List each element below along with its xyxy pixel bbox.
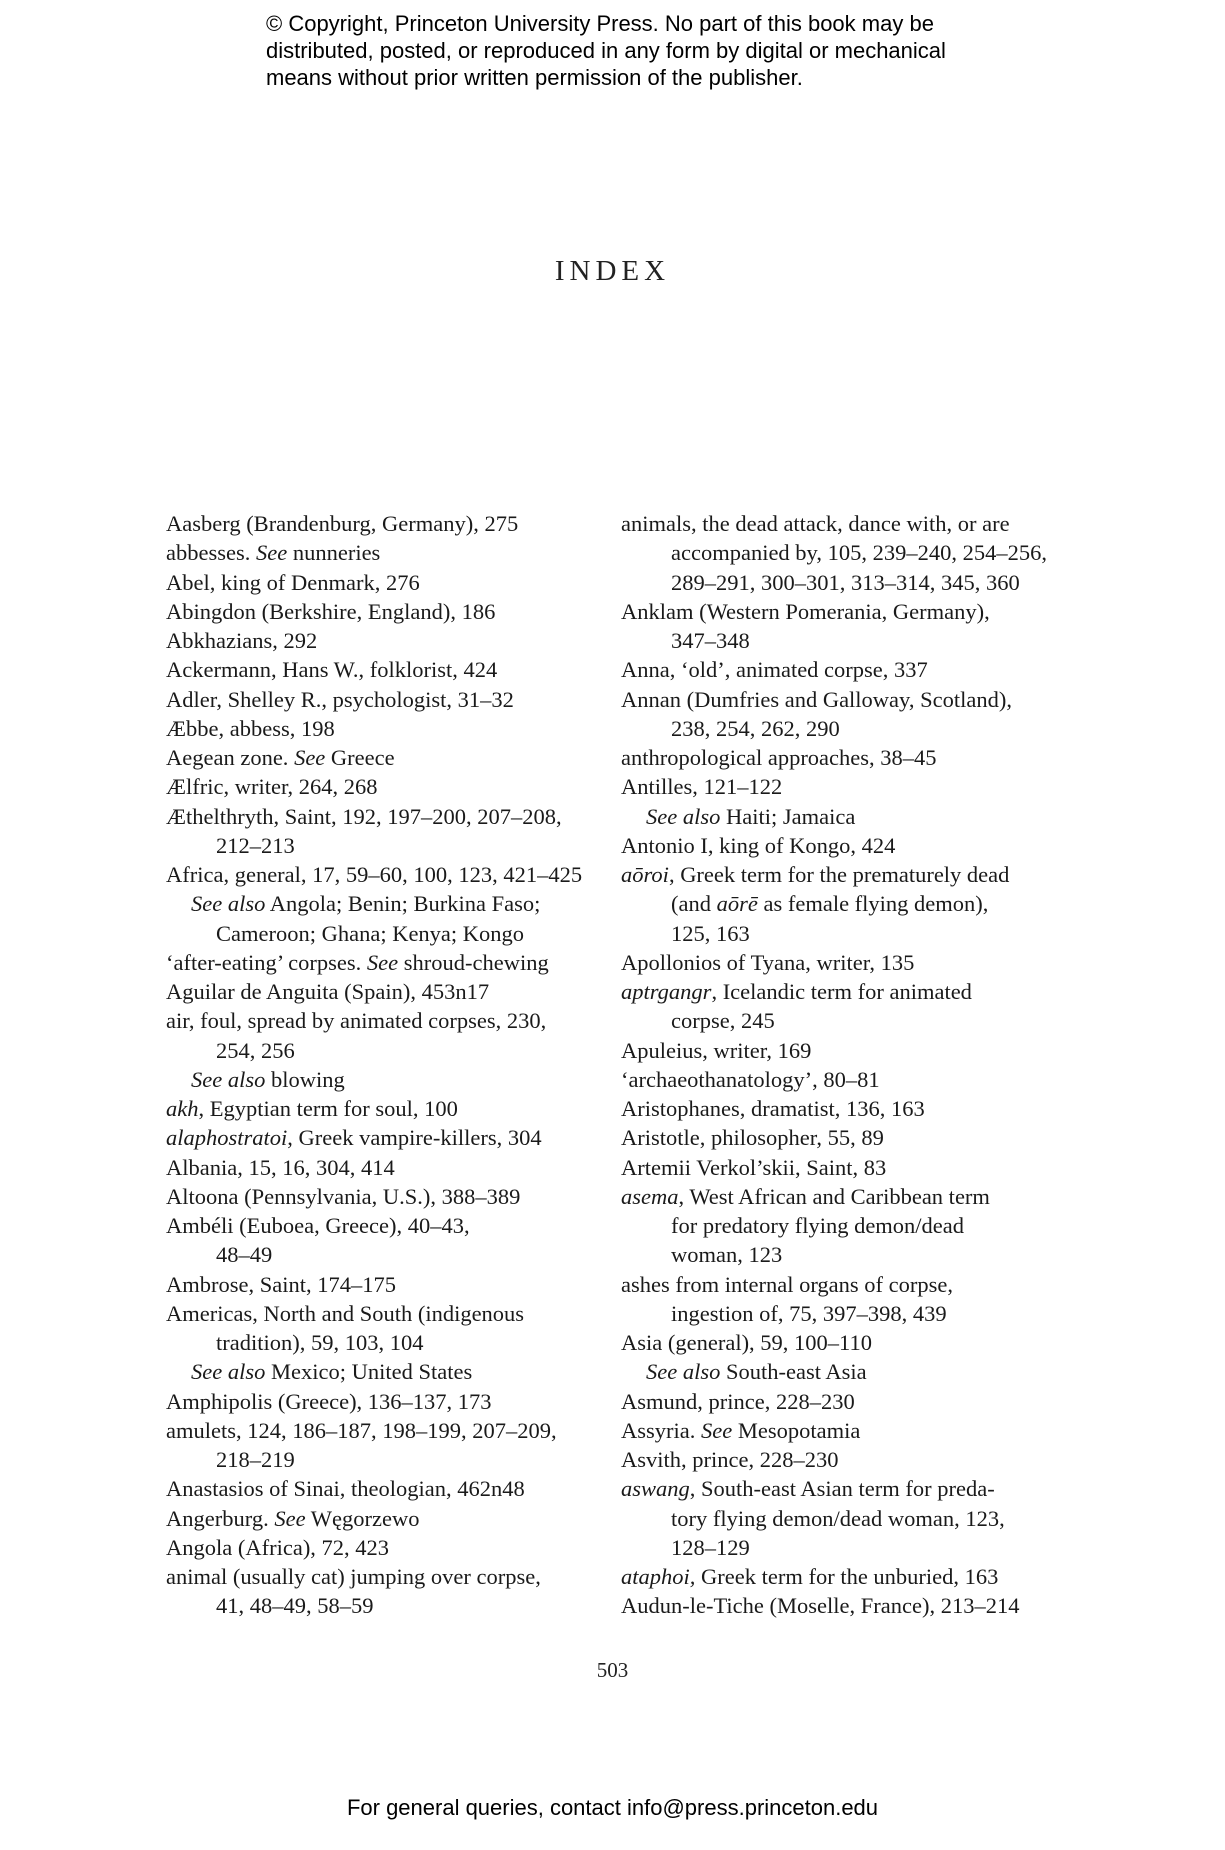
index-entry-line [166,538,586,567]
index-entry-text: ‘archaeothanatology’, 80–81 [621,1066,880,1092]
index-entry-text: , Egyptian term for soul, 100 [198,1096,458,1121]
index-entry-line [621,1299,1061,1328]
index-column-right [621,509,1061,1621]
index-entry-text: ashes from internal organs of corpse, [621,1271,953,1297]
index-entry-text: tory flying demon/dead woman, 123, [671,1505,1005,1531]
index-entry-line [166,1445,586,1474]
index-entry-text: Abkhazians, 292 [166,628,318,653]
index-entry-text: accompanied by, 105, 239–240, 254–256, [671,540,1047,566]
index-entry-line [166,509,586,538]
index-entry-line [621,509,1061,538]
index-entry-text: Artemii Verkol’skii, Saint, 83 [621,1154,887,1180]
index-entry-line [166,597,586,626]
index-entry-text: , West African and Caribbean term [678,1183,990,1209]
index-entry-text: Adler, Shelley R., psychologist, 31–32 [166,686,514,712]
index-entry-text: 289–291, 300–301, 313–314, 345, 360 [671,569,1020,595]
index-entry-line [166,831,586,860]
index-entry-text: animal (usually cat) jumping over corpse, [166,1564,541,1589]
index-entry-text: woman, 123 [671,1242,783,1268]
index-entry-line [621,1270,1061,1299]
index-entry-italic: aōroi [621,862,669,887]
page-title: INDEX [554,255,671,287]
index-entry-line [166,1591,586,1620]
index-entry-italic: See also [646,803,721,829]
index-entry-line [621,1153,1061,1182]
index-entry-text: ‘after-eating’ corpses. [166,949,367,975]
index-entry-text: Audun-le-Tiche (Moselle, France), 213–214 [621,1593,1020,1619]
index-entry-italic: akh [166,1096,199,1121]
index-entry-line [166,1065,586,1094]
index-entry-line [621,919,1061,948]
index-entry-line [621,831,1061,860]
copyright-line: © Copyright, Princeton University Press. No part of this book may be [266,11,934,36]
copyright-notice [266,10,1026,91]
index-entry-italic: aptrgangr [621,979,712,1004]
index-entry-text: Aegean zone. [166,745,295,770]
index-entry-text: 238, 254, 262, 290 [671,715,840,741]
index-entry-line [621,538,1061,567]
index-entry-line [166,1270,586,1299]
index-column-left [166,509,586,1621]
index-entry-text: tradition), 59, 103, 104 [216,1330,424,1355]
index-entry-line [166,655,586,684]
index-entry-text: Aasberg (Brandenburg, Germany), 275 [166,511,519,536]
index-entry-line [621,714,1061,743]
index-entry-line [166,685,586,714]
index-entry-text: 48–49 [216,1242,273,1268]
index-entry-text: Aristophanes, dramatist, 136, 163 [621,1096,925,1121]
index-entry-line [166,1533,586,1562]
index-entry-line [166,626,586,655]
index-entry-line [166,1562,586,1591]
index-entry-text: Greek term for the unburied, 163 [695,1564,999,1589]
index-entry-line [621,1211,1061,1240]
index-entry-line [166,714,586,743]
index-entry-text: Apollonios of Tyana, writer, 135 [621,949,915,975]
index-entry-line [166,889,586,918]
page-number: 503 [596,1658,629,1682]
index-entry-italic: See also [191,1066,266,1092]
index-entry-text: Antilles, 121–122 [621,774,783,800]
index-entry-line [166,1387,586,1416]
index-entry-text: , South-east Asian term for preda- [689,1476,995,1502]
index-entry-line [621,1416,1061,1445]
index-entry-text: Annan (Dumfries and Galloway, Scotland), [621,686,1012,712]
index-entry-text: Angerburg. [166,1505,275,1531]
index-entry-line [166,919,586,948]
index-entry-text: Asia (general), 59, 100–110 [621,1330,872,1355]
index-entry-text: amulets, 124, 186–187, 198–199, 207–209, [166,1417,557,1443]
index-entry-text: 125, 163 [671,920,750,946]
index-entry-text: Mexico; United States [265,1359,473,1385]
index-entry-text: , Greek vampire-killers, 304 [287,1125,542,1151]
index-entry-text: Ackermann, Hans W., folklorist, 424 [166,657,498,683]
index-entry-text: abbesses. [166,540,256,566]
index-entry-line [166,1006,586,1035]
index-entry-text: Greece [325,745,395,770]
index-entry-text: Angola (Africa), 72, 423 [166,1534,390,1560]
index-entry-italic: alaphostratoi [166,1125,288,1151]
index-entry-text: animals, the dead attack, dance with, or are [621,511,1010,536]
index-entry-line [621,1357,1061,1386]
index-entry-text: 128–129 [671,1534,750,1560]
index-entry-line [621,889,1061,918]
index-entry-text: South-east Asia [720,1359,867,1385]
index-entry-text: shroud-chewing [398,949,549,975]
index-entry-text: , Icelandic term for animated [711,979,972,1004]
index-entry-text: blowing [265,1066,345,1092]
index-entry-text: Æbbe, abbess, 198 [166,715,335,741]
index-entry-line [166,1357,586,1386]
index-entry-line [621,1504,1061,1533]
index-entry-line [166,1416,586,1445]
index-entry-text: for predatory flying demon/dead [671,1213,965,1238]
index-entry-text: Aristotle, philosopher, 55, 89 [621,1125,884,1151]
index-entry-line [621,977,1061,1006]
index-entry-line [166,1094,586,1123]
index-entry-line [621,1591,1061,1620]
index-entry-line [621,1123,1061,1152]
index-entry-italic: ataphoi, [621,1564,696,1589]
index-entry-line [166,1328,586,1357]
index-entry-line [166,948,586,977]
index-entry-italic: See also [191,1359,266,1385]
index-entry-italic: aōrē [716,891,758,917]
index-entry-line [166,568,586,597]
index-entry-text: Albania, 15, 16, 304, 414 [166,1154,395,1180]
index-entry-line [166,1123,586,1152]
index-entry-text: Amphipolis (Greece), 136–137, 173 [166,1388,492,1414]
index-entry-line [621,1182,1061,1211]
index-entry-text: Æthelthryth, Saint, 192, 197–200, 207–208, [166,803,562,829]
index-entry-line [621,626,1061,655]
index-entry-line [166,1299,586,1328]
index-entry-text: Abel, king of Denmark, 276 [166,569,420,595]
index-entry-line [166,977,586,1006]
index-entry-text: 212–213 [216,832,295,858]
index-entry-text: corpse, 245 [671,1008,775,1034]
index-entry-italic: See [701,1417,733,1443]
index-entry-italic: See [255,540,288,566]
copyright-line: means without prior written permission of the publisher. [266,65,803,90]
index-entry-italic: aswang [621,1476,690,1502]
index-entry-text: Asvith, prince, 228–230 [621,1447,839,1472]
index-entry-text: Apuleius, writer, 169 [621,1037,812,1063]
index-entry-text: Anastasios of Sinai, theologian, 462n48 [166,1476,525,1502]
index-entry-text: Americas, North and South (indigenous [166,1300,525,1326]
index-entry-line [621,1006,1061,1035]
index-entry-italic: See [274,1505,306,1531]
index-entry-line [166,743,586,772]
index-entry-text: anthropological approaches, 38–45 [621,745,937,770]
index-entry-italic: See [366,949,399,975]
index-entry-line [166,1153,586,1182]
index-entry-text: Ælfric, writer, 264, 268 [166,774,378,800]
index-entry-text: Asmund, prince, 228–230 [621,1388,855,1414]
index-entry-text: air, foul, spread by animated corpses, 230, [166,1008,547,1034]
index-entry-text: 218–219 [216,1447,295,1472]
index-entry-line [621,1328,1061,1357]
index-entry-line [621,948,1061,977]
index-entry-line [621,568,1061,597]
copyright-line: distributed, posted, or reproduced in any form by digital or mechanical [266,38,946,63]
index-entry-text: Ambéli (Euboea, Greece), 40–43, [166,1213,470,1238]
index-entry-text: 347–348 [671,628,750,653]
index-entry-line [621,772,1061,801]
index-entry-text: Antonio I, king of Kongo, 424 [621,832,896,858]
index-entry-italic: See also [191,891,266,917]
index-entry-italic: See also [646,1359,721,1385]
index-entry-line [621,685,1061,714]
index-entry-text: ingestion of, 75, 397–398, 439 [671,1300,947,1326]
index-entry-line [621,860,1061,889]
index-entry-line [621,1036,1061,1065]
index-entry-text: Assyria. [621,1417,701,1443]
index-entry-line [166,802,586,831]
index-entry-line [621,1445,1061,1474]
index-entry-line [621,743,1061,772]
index-entry-line [621,802,1061,831]
index-entry-text: Mesopotamia [732,1417,861,1443]
index-entry-text: 41, 48–49, 58–59 [216,1593,374,1619]
index-entry-text: 254, 256 [216,1037,295,1063]
index-entry-line [621,1474,1061,1503]
index-entry-text: , Greek term for the prematurely dead [668,862,1010,887]
index-entry-text: Anna, ‘old’, animated corpse, 337 [621,657,928,683]
index-entry-italic: asema [621,1183,679,1209]
index-entry-line [166,1211,586,1240]
index-entry-line [621,597,1061,626]
index-entry-text: as female flying demon), [757,891,989,917]
contact-footer: For general queries, contact info@press.princeton.edu [346,1795,879,1820]
index-entry-line [166,1474,586,1503]
index-entry-text: Altoona (Pennsylvania, U.S.), 388–389 [166,1183,521,1209]
index-entry-text: Angola; Benin; Burkina Faso; [265,891,541,917]
index-entry-text: (and [671,891,717,917]
index-entry-text: nunneries [287,540,381,566]
index-entry-line [166,1182,586,1211]
index-entry-text: Abingdon (Berkshire, England), 186 [166,598,496,624]
index-entry-line [166,772,586,801]
index-entry-text: Anklam (Western Pomerania, Germany), [621,598,990,624]
index-entry-line [621,1387,1061,1416]
index-entry-text: Cameroon; Ghana; Kenya; Kongo [216,920,525,946]
index-entry-text: Aguilar de Anguita (Spain), 453n17 [166,979,490,1004]
index-entry-text: Ambrose, Saint, 174–175 [166,1271,396,1297]
index-entry-text: Haiti; Jamaica [720,803,856,829]
index-entry-line [621,655,1061,684]
index-entry-italic: See [294,745,326,770]
index-entry-line [621,1094,1061,1123]
index-entry-line [166,860,586,889]
index-entry-line [621,1240,1061,1269]
index-entry-line [166,1036,586,1065]
index-entry-text: Węgorzewo [305,1505,420,1531]
index-entry-text: Africa, general, 17, 59–60, 100, 123, 421–425 [166,862,583,887]
index-entry-line [621,1562,1061,1591]
index-entry-line [166,1240,586,1269]
index-entry-line [621,1533,1061,1562]
index-entry-line [621,1065,1061,1094]
index-entry-line [166,1504,586,1533]
